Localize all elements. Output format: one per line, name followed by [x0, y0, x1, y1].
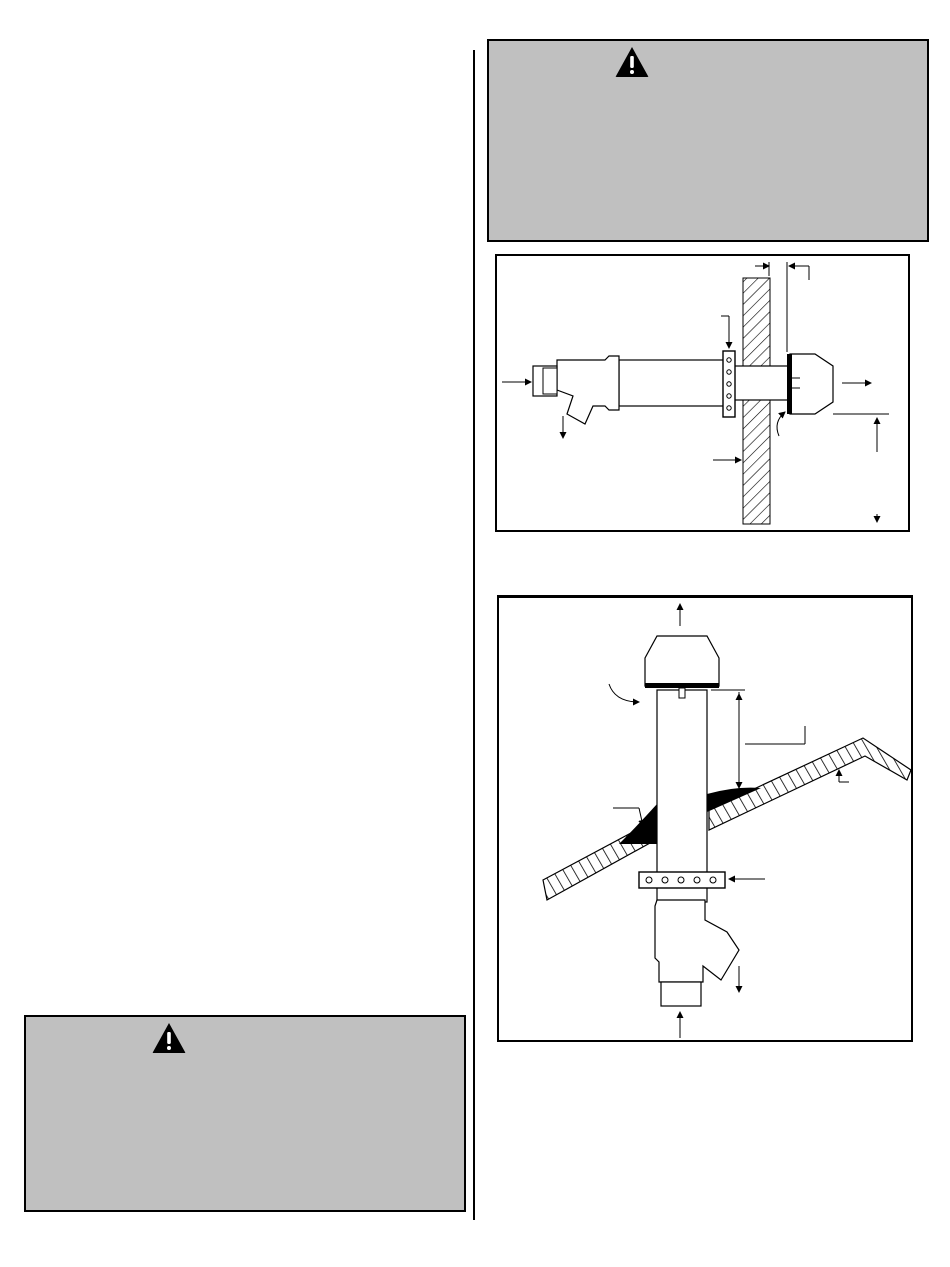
- vent-pipe: [619, 360, 725, 406]
- horizontal-vent-drawing: [497, 256, 908, 530]
- warning-box-top: [487, 39, 929, 242]
- inlet-coupling-vertical: [661, 982, 701, 1006]
- termination-cap-vertical: [645, 636, 719, 686]
- warning-triangle-icon: [615, 46, 649, 78]
- wye-fitting: [557, 356, 619, 424]
- termination-cap: [790, 354, 833, 414]
- vertical-vent-drawing: [499, 598, 911, 1040]
- vertical-vent-diagram: [497, 595, 913, 1042]
- wye-fitting-vertical: [655, 900, 739, 982]
- column-divider: [473, 50, 475, 1220]
- wall-plate: [723, 351, 735, 417]
- warning-triangle-icon: [152, 1022, 186, 1054]
- vent-pipe-vertical: [657, 690, 707, 902]
- warning-box-bottom: [24, 1015, 466, 1212]
- horizontal-vent-diagram: [495, 254, 910, 532]
- wall: [743, 278, 770, 524]
